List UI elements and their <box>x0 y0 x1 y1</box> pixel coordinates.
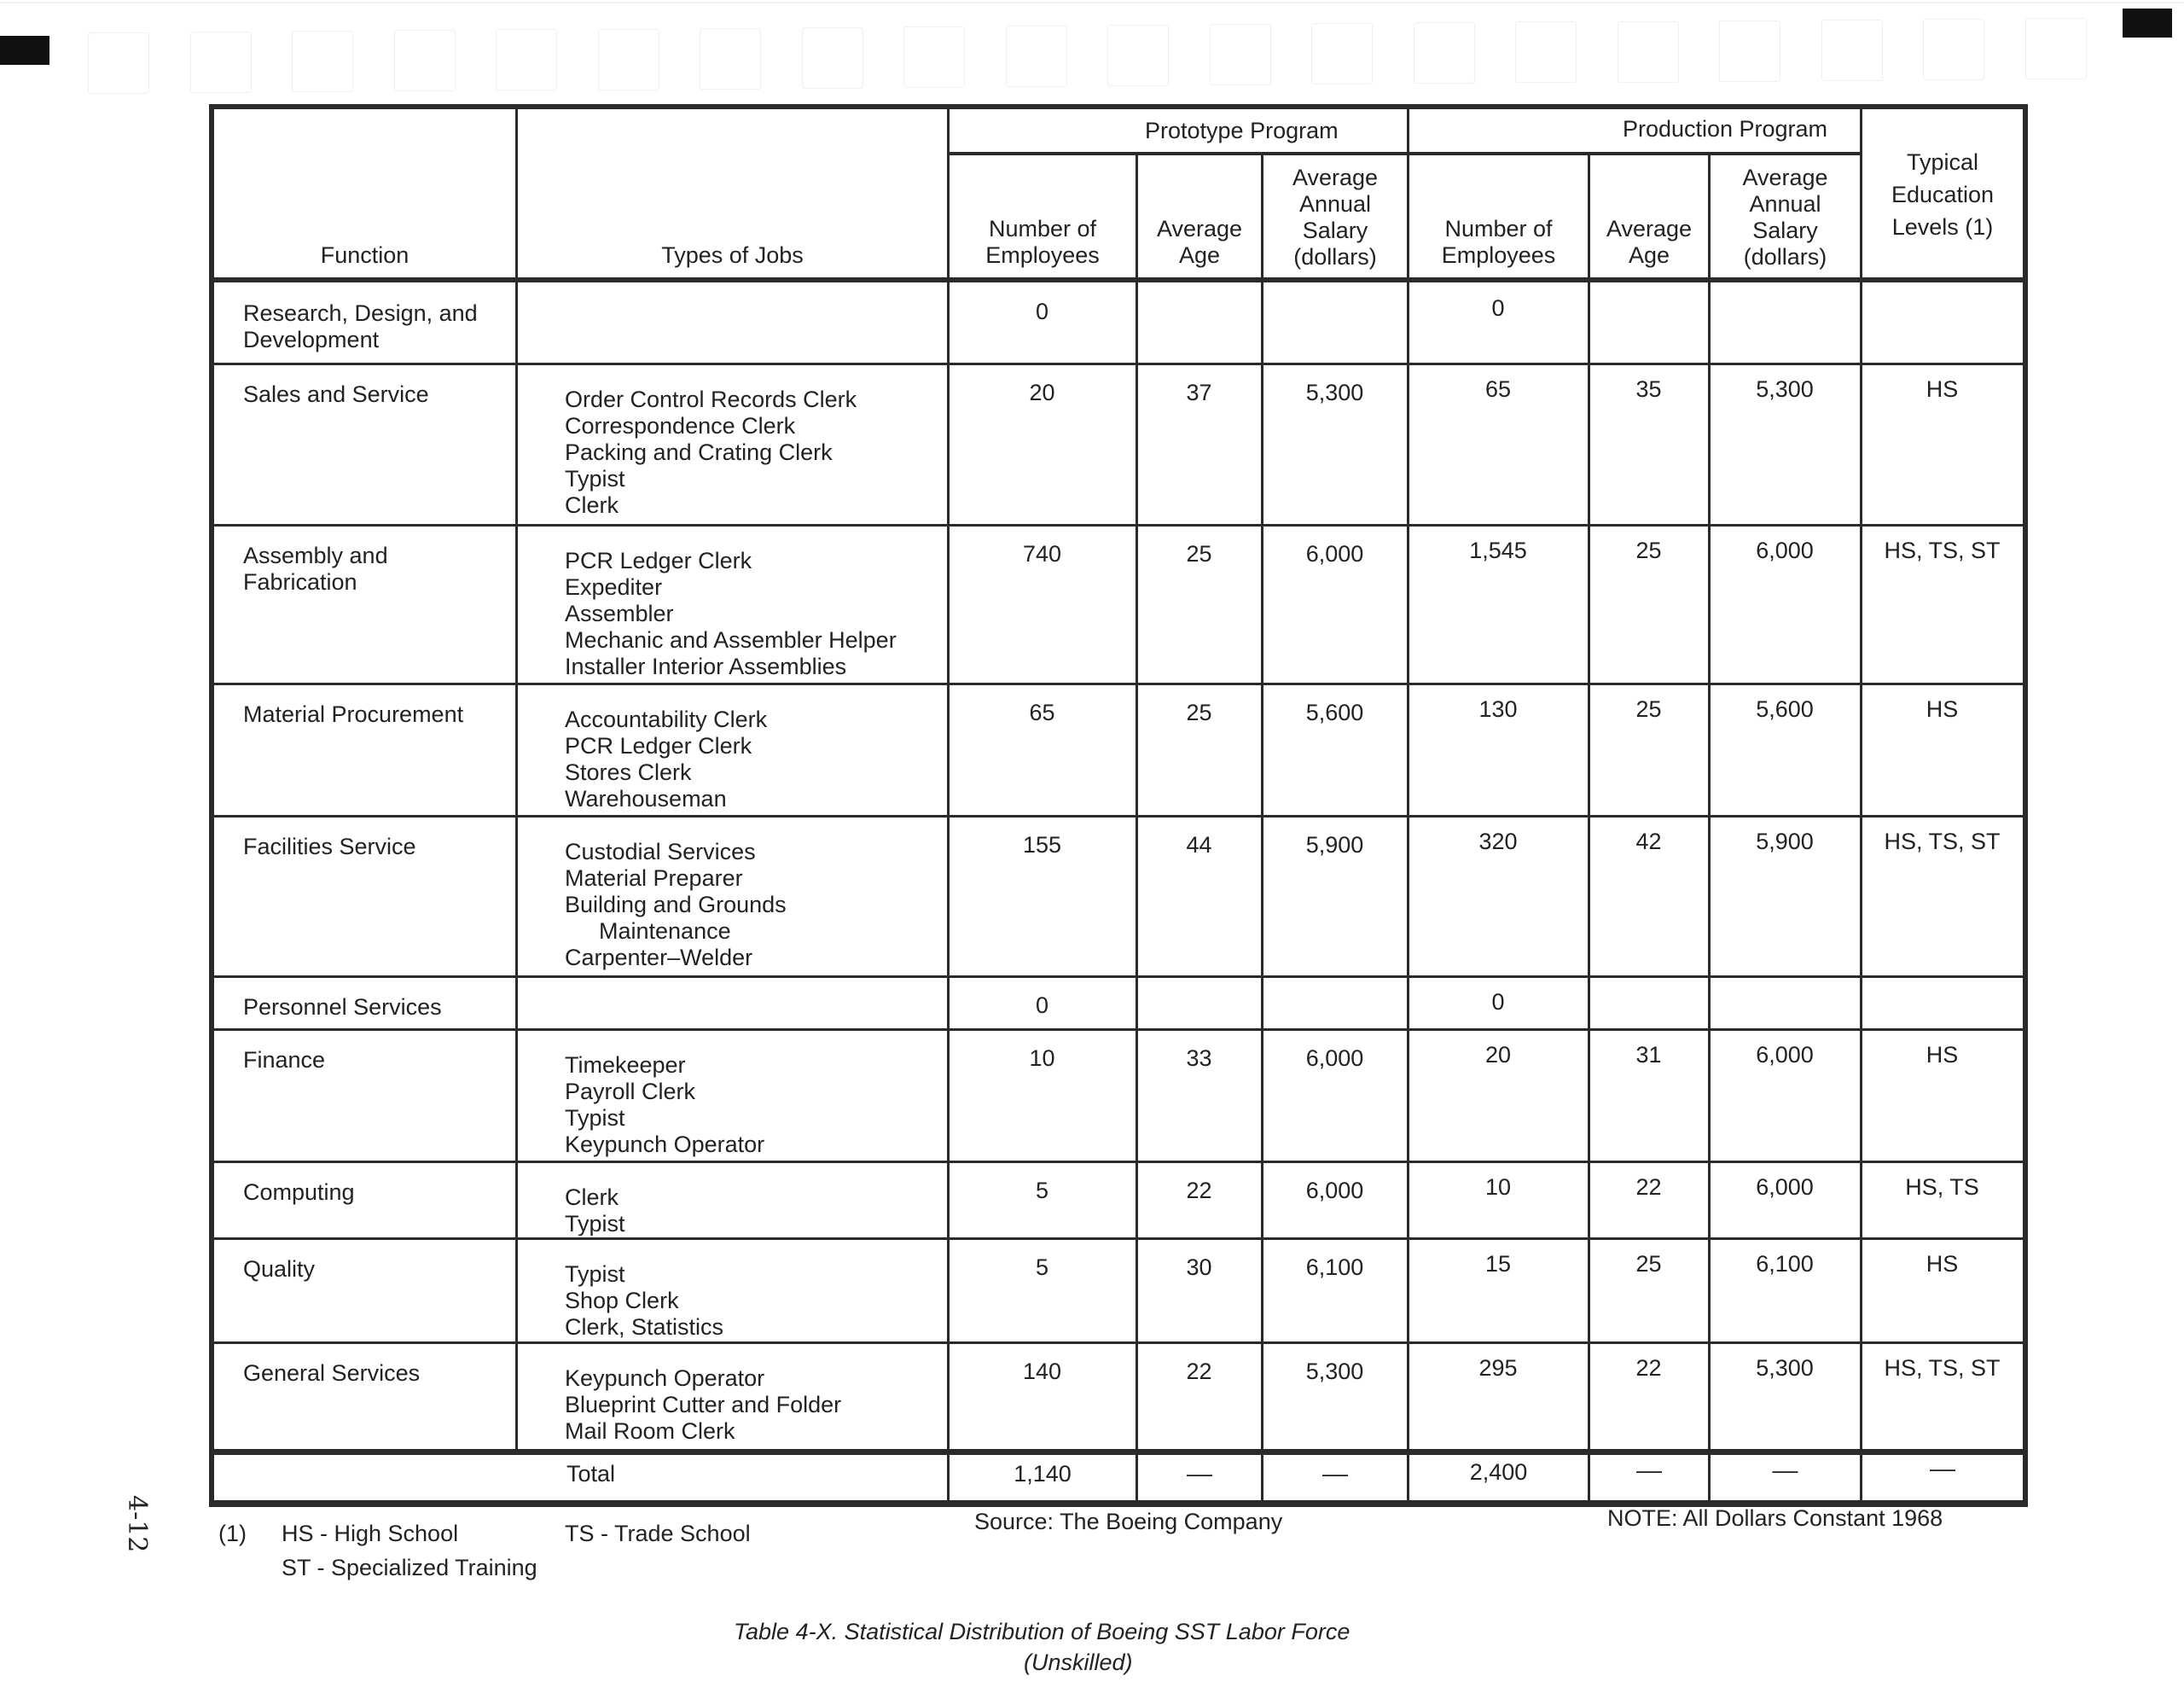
job-type: PCR Ledger Clerk <box>565 548 752 573</box>
row-function <box>243 381 510 522</box>
cell-proto-salary: 6,000 <box>1305 1178 1364 1203</box>
cell-prod-age: 35 <box>1635 376 1662 402</box>
cell-proto-num: 0 <box>1035 992 1049 1018</box>
row-separator <box>209 1237 2028 1240</box>
cell-proto-num: 0 <box>1035 299 1049 324</box>
job-type: Payroll Clerk <box>565 1079 696 1104</box>
job-type: Clerk <box>565 492 619 518</box>
cell-prod-salary: 5,600 <box>1756 696 1814 722</box>
caption-line-2: (Unskilled) <box>1024 1650 1133 1675</box>
footnote-ts: TS - Trade School <box>565 1521 751 1546</box>
row-separator <box>209 1161 2028 1163</box>
cell-prod-age <box>1591 989 1706 1020</box>
row-job-types <box>565 1261 942 1340</box>
function-line: Facilities Service <box>243 834 416 859</box>
row-job-types <box>565 1052 942 1159</box>
cell-prod-salary: 5,900 <box>1756 829 1814 854</box>
cell-proto-num: 155 <box>1022 832 1062 858</box>
cell-prod-num: 15 <box>1484 1251 1512 1277</box>
cell-prod-salary <box>1711 295 1858 326</box>
cell-education: HS <box>1926 376 1959 402</box>
dollars-note: NOTE: All Dollars Constant 1968 <box>1607 1505 1943 1531</box>
header-line: Typical <box>1906 148 1979 175</box>
footnote-st: ST - Specialized Training <box>282 1555 537 1580</box>
job-type: Accountability Clerk <box>565 707 768 732</box>
job-type: Typist <box>565 466 625 492</box>
job-type: Typist <box>565 1261 625 1287</box>
group-header-production: Production Program <box>1622 116 1828 142</box>
cell-education: HS, TS, ST <box>1884 829 2001 854</box>
job-type: Mail Room Clerk <box>565 1418 735 1444</box>
header-education-levels <box>1862 109 2023 279</box>
job-type: Timekeeper <box>565 1052 686 1078</box>
cell-education <box>1863 295 2021 326</box>
cell-prod-num: 10 <box>1484 1174 1512 1200</box>
cell-proto-age: 37 <box>1186 380 1212 405</box>
function-line: Fabrication <box>243 569 357 595</box>
total-proto-num: 1,140 <box>1014 1461 1072 1487</box>
cell-proto-age <box>1139 299 1259 329</box>
job-type: Order Control Records Clerk <box>565 387 857 412</box>
job-type: Custodial Services <box>565 839 756 864</box>
function-line: Personnel Services <box>243 994 442 1020</box>
cell-education: HS <box>1926 1042 1959 1068</box>
job-type: PCR Ledger Clerk <box>565 733 752 759</box>
cell-proto-num: 5 <box>1035 1178 1049 1203</box>
cell-proto-age: 22 <box>1186 1359 1212 1384</box>
cell-prod-salary: 6,000 <box>1756 538 1814 563</box>
row-job-types <box>565 707 942 813</box>
column-divider <box>1136 152 1138 1500</box>
header-line: Annual <box>1298 191 1372 217</box>
column-divider <box>1708 152 1711 1500</box>
cell-proto-num: 140 <box>1022 1359 1062 1384</box>
caption-line-1: Table 4-X. Statistical Distribution of Boeing SST Labor Force <box>734 1619 1350 1644</box>
cell-prod-salary <box>1711 989 1858 1020</box>
row-separator <box>209 524 2028 527</box>
header-line: Average <box>1742 165 1828 190</box>
job-type: Expediter <box>565 574 663 600</box>
cell-proto-age <box>1139 992 1259 1023</box>
row-job-types <box>565 839 942 974</box>
job-type: Correspondence Clerk <box>565 413 796 439</box>
function-line: General Services <box>243 1360 421 1386</box>
cell-proto-salary: 5,600 <box>1305 700 1364 725</box>
cell-proto-num: 10 <box>1029 1045 1055 1071</box>
job-type: Typist <box>565 1105 625 1131</box>
row-function <box>243 994 510 1027</box>
cell-proto-num: 65 <box>1029 700 1055 725</box>
header-prod-avg-age <box>1590 157 1708 279</box>
cell-proto-salary <box>1264 299 1405 329</box>
cell-proto-num: 20 <box>1029 380 1055 405</box>
cell-prod-num: 130 <box>1478 696 1518 722</box>
job-type: Installer Interior Assemblies <box>565 654 847 679</box>
header-proto-avg-age <box>1138 157 1261 279</box>
cell-proto-age: 25 <box>1186 541 1212 567</box>
total-prod-age: –– <box>1635 1458 1663 1483</box>
header-prod-salary <box>1711 157 1860 279</box>
row-function <box>243 701 510 813</box>
row-separator <box>209 1028 2028 1031</box>
row-separator <box>209 975 2028 978</box>
total-education: –– <box>1929 1456 1956 1481</box>
job-type: Clerk <box>565 1184 619 1210</box>
column-divider <box>1407 104 1409 1500</box>
job-type: Maintenance <box>599 918 731 944</box>
total-prod-num: 2,400 <box>1469 1459 1528 1485</box>
cell-proto-age: 30 <box>1186 1254 1212 1280</box>
header-line: Average <box>1156 216 1243 241</box>
function-line: Assembly and <box>243 543 388 568</box>
header-line: Age <box>1628 242 1670 268</box>
total-proto-age: –– <box>1186 1461 1213 1487</box>
row-function <box>243 834 510 974</box>
cell-prod-age: 31 <box>1635 1042 1662 1068</box>
row-function <box>243 1047 510 1159</box>
cell-education: HS, TS, ST <box>1884 538 2001 563</box>
function-line: Research, Design, and <box>243 300 478 326</box>
header-line: Number of <box>1444 216 1553 241</box>
total-prod-salary: –– <box>1772 1458 1798 1483</box>
cell-prod-num: 65 <box>1484 376 1512 402</box>
header-proto-salary <box>1263 157 1407 279</box>
header-line: Salary <box>1302 218 1368 243</box>
cell-prod-num: 320 <box>1478 829 1518 854</box>
cell-proto-salary <box>1264 992 1405 1023</box>
function-line: Material Procurement <box>243 701 464 727</box>
page-number: 4-12 <box>122 1495 152 1553</box>
total-label: Total <box>566 1461 616 1487</box>
row-separator <box>209 683 2028 685</box>
column-divider <box>1261 152 1263 1500</box>
header-line: Annual <box>1749 191 1821 217</box>
job-type: Blueprint Cutter and Folder <box>565 1392 842 1417</box>
header-subline <box>947 152 1860 155</box>
cell-proto-salary: 5,300 <box>1305 1359 1364 1384</box>
cell-prod-age: 42 <box>1635 829 1662 854</box>
header-line: Salary <box>1752 218 1818 243</box>
cell-prod-num: 0 <box>1491 295 1505 321</box>
cell-proto-salary: 6,100 <box>1305 1254 1364 1280</box>
cell-proto-salary: 6,000 <box>1305 1045 1364 1071</box>
cell-proto-num: 740 <box>1022 541 1062 567</box>
header-types-label: Types of Jobs <box>661 242 804 268</box>
job-type: Packing and Crating Clerk <box>565 439 833 465</box>
source-note: Source: The Boeing Company <box>974 1509 1283 1534</box>
row-separator <box>209 1341 2028 1344</box>
header-line: Number of <box>988 216 1097 241</box>
cell-prod-age: 22 <box>1635 1355 1662 1381</box>
cell-proto-salary: 5,900 <box>1305 832 1364 858</box>
cell-education: HS, TS <box>1905 1174 1979 1200</box>
header-types-of-jobs <box>518 109 947 279</box>
job-type: Clerk, Statistics <box>565 1314 724 1340</box>
header-line: (dollars) <box>1743 244 1827 270</box>
function-line: Finance <box>243 1047 326 1073</box>
cell-prod-num: 20 <box>1484 1042 1512 1068</box>
header-line: Employees <box>1441 242 1556 268</box>
cell-prod-salary: 5,300 <box>1756 1355 1814 1381</box>
cell-proto-age: 22 <box>1186 1178 1212 1203</box>
cell-education: HS <box>1926 1251 1959 1277</box>
row-function <box>243 300 510 361</box>
cell-education: HS, TS, ST <box>1884 1355 2001 1381</box>
row-separator <box>209 815 2028 818</box>
cell-proto-salary: 6,000 <box>1305 541 1364 567</box>
row-job-types <box>565 387 942 522</box>
function-line: Computing <box>243 1179 355 1205</box>
job-type: Material Preparer <box>565 865 743 891</box>
cell-prod-age: 25 <box>1635 1251 1662 1277</box>
function-line: Development <box>243 327 380 352</box>
job-type: Building and Grounds <box>565 892 787 917</box>
column-divider <box>1588 152 1590 1500</box>
row-function <box>243 543 510 681</box>
cell-proto-num: 5 <box>1035 1254 1049 1280</box>
job-type: Shop Clerk <box>565 1288 679 1313</box>
footnote-hs: HS - High School <box>282 1521 459 1546</box>
column-divider <box>515 104 518 1449</box>
cell-prod-salary: 6,100 <box>1756 1251 1814 1277</box>
total-separator <box>209 1449 2028 1455</box>
job-type: Carpenter–Welder <box>565 945 753 970</box>
function-line: Sales and Service <box>243 381 429 407</box>
row-function <box>243 1360 510 1447</box>
footnote-marker: (1) <box>218 1521 247 1546</box>
cell-prod-age: 22 <box>1635 1174 1662 1200</box>
job-type: Warehouseman <box>565 786 727 812</box>
header-line: Employees <box>985 242 1100 268</box>
table-border-left <box>209 104 214 1500</box>
cell-prod-salary: 6,000 <box>1756 1174 1814 1200</box>
function-line: Quality <box>243 1256 316 1282</box>
header-line: Age <box>1178 242 1221 268</box>
cell-proto-salary: 5,300 <box>1305 380 1364 405</box>
cell-prod-num: 1,545 <box>1469 538 1527 563</box>
header-line: Levels (1) <box>1891 213 1994 240</box>
header-proto-num-employees <box>950 157 1136 279</box>
row-separator <box>209 363 2028 365</box>
cell-prod-age <box>1591 295 1706 326</box>
job-type: Assembler <box>565 601 674 626</box>
row-function <box>243 1179 510 1236</box>
row-job-types <box>565 548 942 681</box>
cell-prod-salary: 5,300 <box>1756 376 1814 402</box>
table-border-right <box>2023 104 2028 1505</box>
column-divider <box>1860 104 1862 1500</box>
header-function-label: Function <box>320 242 410 268</box>
header-line: (dollars) <box>1293 244 1377 270</box>
cell-prod-num: 0 <box>1491 989 1505 1015</box>
job-type: Keypunch Operator <box>565 1365 765 1391</box>
job-type: Typist <box>565 1211 625 1236</box>
header-line: Average <box>1606 216 1693 241</box>
cell-prod-age: 25 <box>1635 696 1662 722</box>
total-proto-salary: –– <box>1321 1461 1349 1487</box>
job-type: Mechanic and Assembler Helper <box>565 627 897 653</box>
cell-prod-num: 295 <box>1478 1355 1518 1381</box>
row-job-types <box>565 1184 942 1236</box>
row-job-types <box>565 1365 942 1447</box>
job-type: Keypunch Operator <box>565 1132 765 1157</box>
cell-education <box>1863 989 2021 1020</box>
cell-proto-age: 44 <box>1186 832 1212 858</box>
cell-education: HS <box>1926 696 1959 722</box>
cell-proto-age: 33 <box>1186 1045 1212 1071</box>
cell-prod-age: 25 <box>1635 538 1662 563</box>
row-function <box>243 1256 510 1340</box>
header-line: Education <box>1891 181 1995 207</box>
group-header-prototype: Prototype Program <box>1145 118 1339 143</box>
header-line: Average <box>1292 165 1379 190</box>
job-type: Stores Clerk <box>565 759 692 785</box>
column-divider <box>947 104 950 1500</box>
cell-proto-age: 25 <box>1186 700 1212 725</box>
header-function <box>214 109 515 279</box>
cell-prod-salary: 6,000 <box>1756 1042 1814 1068</box>
header-prod-num-employees <box>1409 157 1588 279</box>
